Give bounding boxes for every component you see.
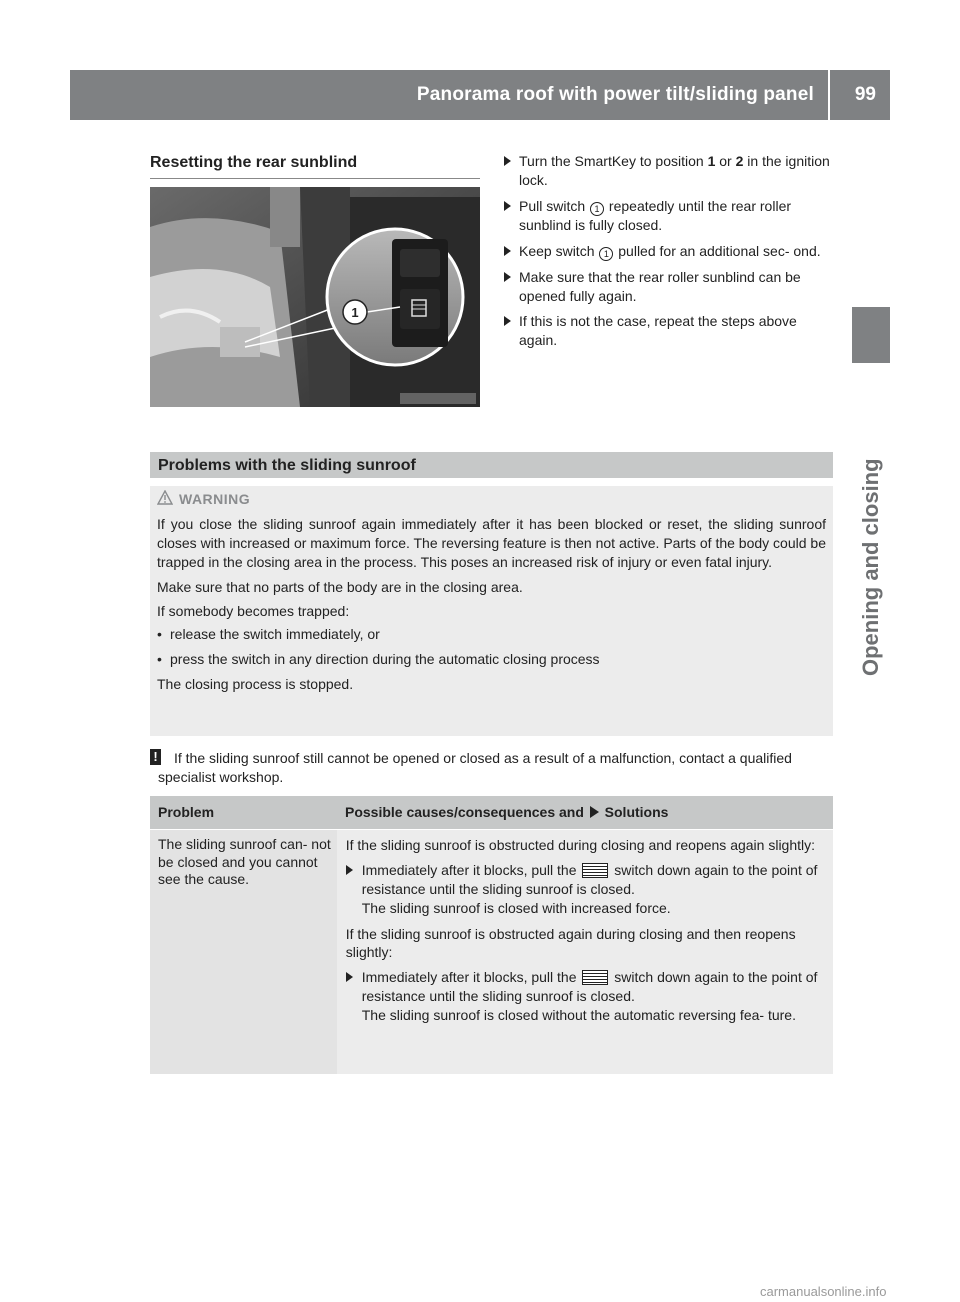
step-arrow-icon <box>346 865 353 875</box>
table-header <box>150 796 833 829</box>
warning-bullets <box>157 625 826 669</box>
list-item: Turn the SmartKey to position 1 or 2 in the ignition lock. <box>504 152 834 190</box>
problems-table <box>150 796 833 1074</box>
step-arrow-icon <box>504 316 511 326</box>
list-item: Pull switch 1 repeatedly until the rear roller sunblind is fully closed. <box>504 197 834 235</box>
section-title-reset: Resetting the rear sunblind <box>150 154 358 171</box>
step-arrow-icon <box>346 972 353 982</box>
step-arrow-icon <box>504 156 511 166</box>
list-item: • release the switch immediately, or <box>157 626 380 643</box>
warning-text: If you close the sliding sunroof again immediately after it has been blocked or reset, the sliding sunroof closes with increased or maximum force. The reversing feature is then not active. Parts of the body could be trapped in the closing area in the process. This poses an increased risk of injury or even fatal injury. <box>157 515 826 570</box>
step-arrow-icon <box>504 272 511 282</box>
note <box>150 749 833 787</box>
page-header <box>70 70 890 120</box>
list-item: Make sure that the rear roller sunblind can be opened fully again. <box>504 268 834 306</box>
bullet-icon: • <box>157 626 162 643</box>
photo-callout-1: 1 <box>351 305 359 320</box>
callout-1-icon: 1 <box>590 202 604 216</box>
list-item: Immediately after it blocks, pull the switch down again to the point of resistance until the sliding sunroof is closed. The sliding sunroof is closed with increased force. <box>346 861 828 918</box>
exclamation-icon: ! <box>150 749 161 765</box>
table-cell-problem: The sliding sunroof can- not be closed and you cannot see the cause. <box>150 830 337 1074</box>
watermark: carmanualsonline.info <box>760 1284 887 1299</box>
section-title-problems: Problems with the sliding sunroof <box>150 452 833 478</box>
note-text: If the sliding sunroof still cannot be opened or closed as a result of a malfunction, contact a qualified specialist workshop. <box>158 750 792 785</box>
header-title: Panorama roof with power tilt/sliding panel <box>416 84 814 105</box>
table-cell-solutions: If the sliding sunroof is obstructed during closing and reopens again slightly: Immediately after it blocks, pull the switch down again to the point of resistance until the sliding sunroof is closed. The sliding sunroof is closed with increased force. If the sliding sunroof is obstructed again during closing and then reopens slightly: Immediately after it blocks, pull the switch down again to the point of resistance until the sliding sunroof is closed. The sliding sunroof is closed without the automatic reversing fea- ture. <box>338 830 833 1074</box>
column-header-causes: Possible causes/consequences and Solutions <box>345 804 669 820</box>
column-header-problem: Problem <box>158 804 215 820</box>
rear-sunblind-switch-photo <box>150 187 480 407</box>
sunroof-switch-icon <box>582 863 608 878</box>
callout-1-icon: 1 <box>599 247 613 261</box>
warning-title: WARNING <box>179 490 826 509</box>
warning-text: The closing process is stopped. <box>157 676 354 693</box>
list-item: If this is not the case, repeat the steps above again. <box>504 312 834 350</box>
table-row <box>150 830 833 1074</box>
list-item: Immediately after it blocks, pull the switch down again to the point of resistance until the sliding sunroof is closed. The sliding sunroof is closed without the automatic reversing fea- ture. <box>346 968 828 1025</box>
bullet-icon: • <box>157 651 162 668</box>
reset-steps-list <box>504 152 834 357</box>
warning-text: If somebody becomes trapped: <box>157 603 350 620</box>
side-tab-block <box>852 307 890 363</box>
warning-box <box>150 486 833 736</box>
list-item: Keep switch 1 pulled for an additional sec- ond. <box>504 242 834 261</box>
header-separator <box>828 70 830 120</box>
step-arrow-icon <box>504 246 511 256</box>
warning-text: Make sure that no parts of the body are in the closing area. <box>157 578 523 595</box>
arrow-icon <box>590 806 599 818</box>
sunroof-switch-icon <box>582 970 608 985</box>
step-arrow-icon <box>504 201 511 211</box>
page-number: 99 <box>854 84 876 105</box>
side-tab-label: Opening and closing <box>858 458 884 676</box>
section-rule <box>150 178 480 179</box>
list-item: • press the switch in any direction during the automatic closing process <box>157 651 600 668</box>
warning-triangle-icon <box>157 490 173 505</box>
